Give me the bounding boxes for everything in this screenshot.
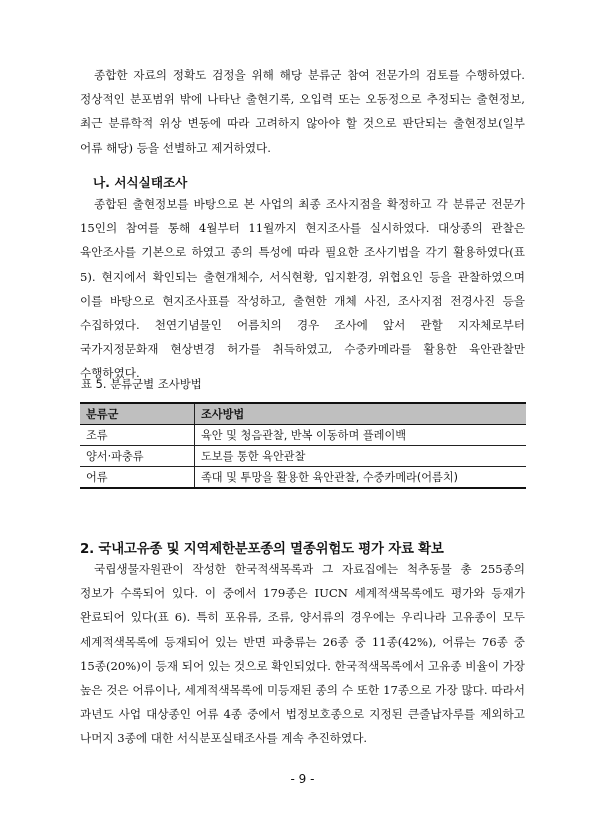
table-caption: 표 5. 분류군별 조사방법 [81, 377, 202, 391]
table-header-row [80, 403, 526, 425]
survey-method-table [80, 402, 526, 489]
cell-method: 육안 및 청음관찰, 반복 이동하며 플레이백 [195, 425, 527, 446]
cell-taxon: 양서·파충류 [80, 446, 195, 467]
table-row [80, 467, 526, 489]
paragraph-endemic-species: 국립생물자원관이 작성한 한국적색목록과 그 자료집에는 척추동물 총 255종의 정보가 수록되어 있다. 이 중에서 179종은 IUCN 세계적색목록에도 평가와 등재가 완료되어 있다(표 6). 특히 포유류, 조류, 양서류의 경우에는 우리나라 고유종이 모두 세계적색목록에 등재되어 있는 반면 파충류는 26종 중 11종(42%), 어류는 76종 중 15종(20%)이 등재 되어 있는 것으로 확인되었다. 한국적색목록에서 고유종 비율이 가장 높은 것은 어류이나, 세계적색목록에 미등재된 종의 수 또한 17종으로 가장 많다. 따라서 과년도 사업 대상종인 어류 4종 중에서 법정보호종으로 지정된 큰줄납자루를 제외하고 나머지 3종에 대한 서식분포실태조사를 계속 추진하였다. [80, 562, 525, 746]
table-row [80, 446, 526, 467]
table-row [80, 425, 526, 446]
paragraph-accuracy-review: 종합한 자료의 정확도 검정을 위해 해당 분류군 참여 전문가의 검토를 수행하였다. 정상적인 분포범위 밖에 나타난 출현기록, 오입력 또는 오동정으로 추정되는 출현정보, 최근 분류학적 위상 변동에 따라 고려하지 않아야 할 것으로 판단되는 출현정보(일부 어류 해당) 등을 선별하고 제거하였다. [80, 68, 525, 155]
page-number: - 9 - [290, 772, 315, 786]
cell-taxon: 조류 [80, 425, 195, 446]
cell-taxon: 어류 [80, 467, 195, 489]
section-heading-endemic-species: 2. 국내고유종 및 지역제한분포종의 멸종위험도 평가 자료 확보 [80, 542, 444, 557]
section-heading-habitat-survey: 나. 서식실태조사 [93, 175, 188, 190]
cell-method: 도보를 통한 육안관찰 [195, 446, 527, 467]
cell-method: 족대 및 투망을 활용한 육안관찰, 수중카메라(어름치) [195, 467, 527, 489]
paragraph-habitat-survey: 종합된 출현정보를 바탕으로 본 사업의 최종 조사지점을 확정하고 각 분류군 전문가 15인의 참여를 통해 4월부터 11월까지 현지조사를 실시하였다. 대상종의 관찰은 육안조사를 기본으로 하였고 종의 특성에 따라 필요한 조사기법을 각기 활용하였다(표 5). 현지에서 확인되는 출현개체수, 서식현황, 입지환경, 위협요인 등을 관찰하였으며 이를 바탕으로 현지조사표를 작성하고, 출현한 개체 사진, 조사지점 전경사진 등을 수집하였다. 천연기념물인 어름치의 경우 조사에 앞서 관할 지자체로부터 국가지정문화재 현상변경 허가를 취득하였고, 수중카메라를 활용한 육안관찰만 수행하였다. [80, 197, 525, 381]
header-method: 조사방법 [195, 403, 527, 425]
header-taxon: 분류군 [80, 403, 195, 425]
